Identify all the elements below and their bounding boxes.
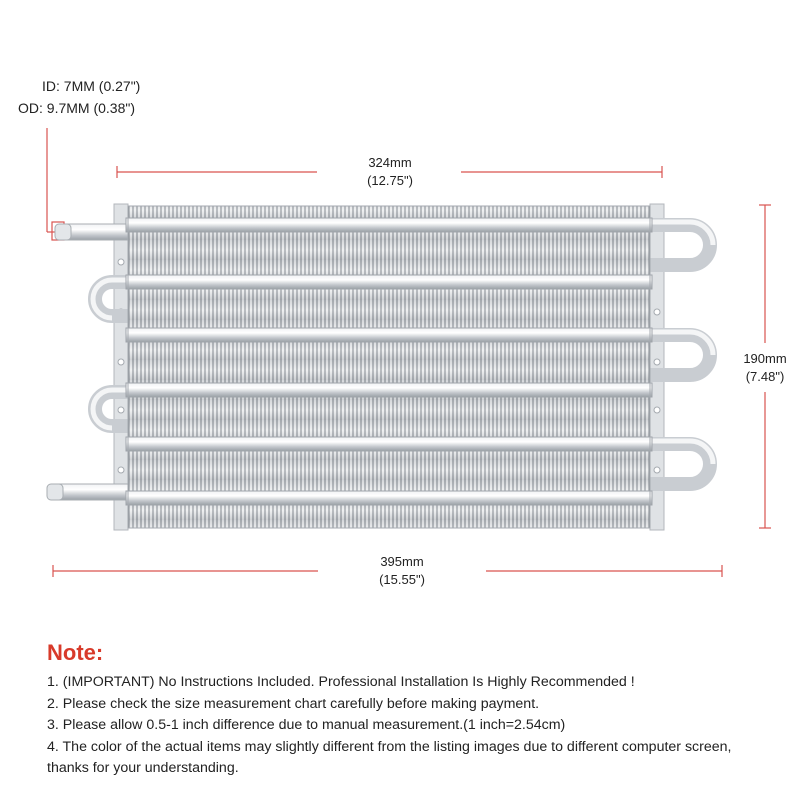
note-item-2: 2. Please check the size measurement chart carefully before making payment. <box>47 695 540 712</box>
spec-leader-line <box>47 128 64 240</box>
height-in: (7.48") <box>745 369 785 384</box>
note-item-4: 4. The color of the actual items may slightly different from the listing images due to different computer screen, thanks for your understanding. <box>47 738 732 776</box>
height-mm: 190mm <box>743 351 787 366</box>
outer-diameter-label: OD: 9.7MM (0.38") <box>18 100 135 116</box>
core-width-in: (12.75") <box>367 173 413 188</box>
inner-diameter-label: ID: 7MM (0.27") <box>42 78 141 94</box>
core-width-mm: 324mm <box>368 155 412 170</box>
note-list <box>47 672 777 780</box>
core-width-dimension <box>330 154 450 190</box>
note-title: Note: <box>47 640 104 665</box>
total-width-in: (15.55") <box>379 572 425 587</box>
note-item-1: 1. (IMPORTANT) No Instructions Included. Professional Installation Is Highly Recommended ! <box>47 674 635 690</box>
height-dimension <box>727 350 800 386</box>
total-width-mm: 395mm <box>380 554 424 569</box>
total-width-dimension <box>342 553 462 589</box>
note-item-3: 3. Please allow 0.5-1 inch difference due to manual measurement.(1 inch=2.54cm) <box>47 717 566 733</box>
